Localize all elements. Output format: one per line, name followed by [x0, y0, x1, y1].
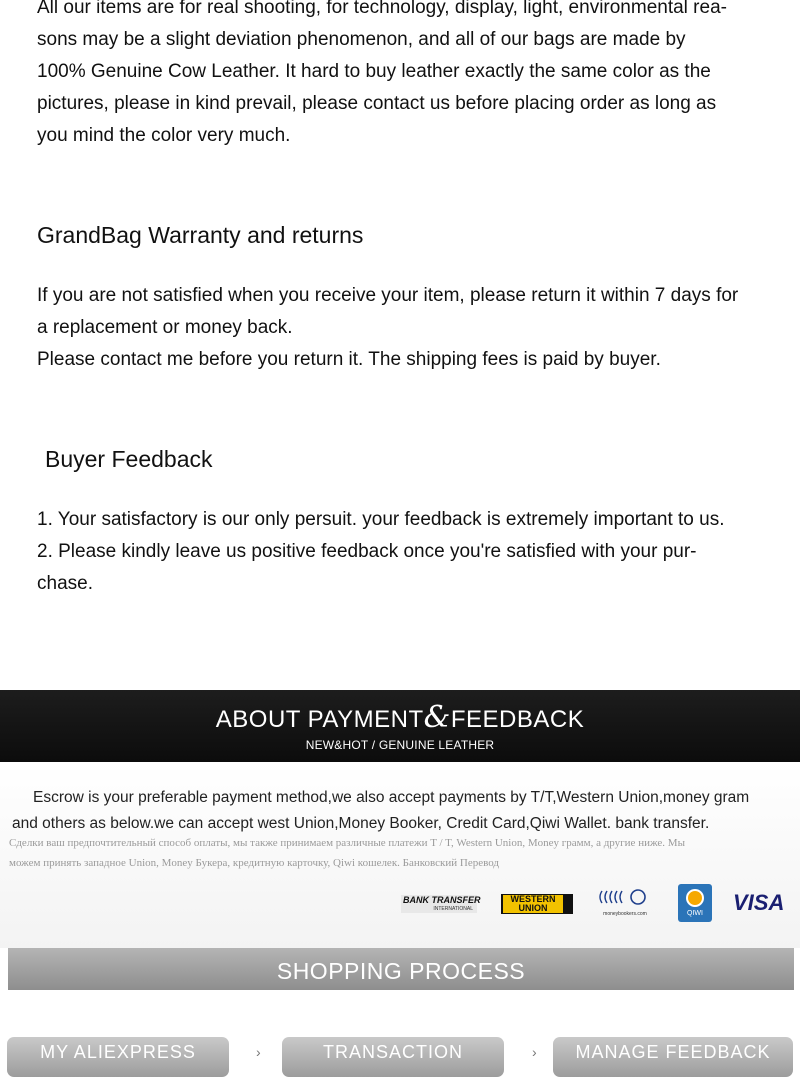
intro-line: All our items are for real shooting, for technology, display, light, environmental rea- [37, 0, 727, 18]
warranty-line: a replacement or money back. [37, 317, 293, 338]
payment-line-ru: Сделки ваш предпочтительный способ оплаты, мы также принимаем различные платежи T / T, Western Union, Money грамм, а другие ниже. Мы [9, 837, 685, 849]
payment-line-ru: можем принять западное Union, Money Букера, кредитную карточку, Qiwi кошелек. Банковский Перевод [9, 857, 500, 869]
intro-line: you mind the color very much. [37, 125, 291, 146]
qiwi-text: QIWI [687, 910, 703, 917]
feedback-heading: Buyer Feedback [45, 446, 213, 472]
intro-paragraph [37, 0, 789, 152]
payment-feedback-banner [0, 690, 800, 762]
moneybookers-waves-icon [598, 888, 652, 906]
payment-logos [393, 882, 795, 924]
banner-title-left: ABOUT PAYMENT [215, 706, 424, 733]
banner-subtitle: NEW&HOT / GENUINE LEATHER [305, 738, 495, 752]
step-transaction: TRANSACTION [282, 1037, 504, 1077]
banner-title [0, 700, 800, 738]
feedback-line: 1. Your satisfactory is our only persuit. your feedback is extremely important to us. [37, 509, 725, 530]
payment-info [0, 762, 800, 948]
bank-transfer-logo [401, 895, 481, 913]
feedback-line: 2. Please kindly leave us positive feedback once you're satisfied with your pur- [37, 541, 697, 562]
banner-title-right: FEEDBACK [450, 706, 585, 733]
feedback-line: chase. [37, 573, 93, 594]
qiwi-circle-icon [686, 889, 704, 907]
bank-transfer-subtext: INTERNATIONAL [433, 906, 473, 912]
western-union-text: WESTERN [503, 895, 563, 904]
step-manage-feedback: MANAGE FEEDBACK [553, 1037, 793, 1077]
step-my-aliexpress: MY ALIEXPRESS [7, 1037, 229, 1077]
shopping-process-bar: SHOPPING PROCESS [8, 948, 794, 990]
warranty-paragraph [37, 280, 789, 376]
visa-logo: VISA [733, 890, 785, 915]
warranty-heading: GrandBag Warranty and returns [37, 222, 364, 248]
western-union-logo [501, 894, 573, 914]
western-union-text-2: UNION [503, 904, 563, 913]
step-arrow-icon: › [256, 1044, 261, 1060]
intro-line: 100% Genuine Cow Leather. It hard to buy leather exactly the same color as the [37, 61, 711, 82]
step-arrow-icon: › [532, 1044, 537, 1060]
warranty-line: Please contact me before you return it. The shipping fees is paid by buyer. [37, 349, 661, 370]
banner-ampersand: & [423, 700, 451, 735]
bank-transfer-text: BANK TRANSFER [403, 895, 481, 905]
warranty-line: If you are not satisfied when you receive your item, please return it within 7 days for [37, 285, 739, 306]
qiwi-logo [678, 884, 712, 922]
payment-line: and others as below.we can accept west Union,Money Booker, Credit Card,Qiwi Wallet. bank transfer. [12, 815, 710, 832]
intro-line: sons may be a slight deviation phenomenon, and all of our bags are made by [37, 29, 686, 50]
payment-line: Escrow is your preferable payment method,we also accept payments by T/T,Western Union,money gram [33, 789, 750, 806]
moneybookers-text: moneybookers.com [603, 911, 647, 917]
moneybookers-logo [597, 888, 653, 918]
feedback-paragraph [37, 504, 789, 600]
intro-line: pictures, please in kind prevail, please contact us before placing order as long as [37, 93, 717, 114]
